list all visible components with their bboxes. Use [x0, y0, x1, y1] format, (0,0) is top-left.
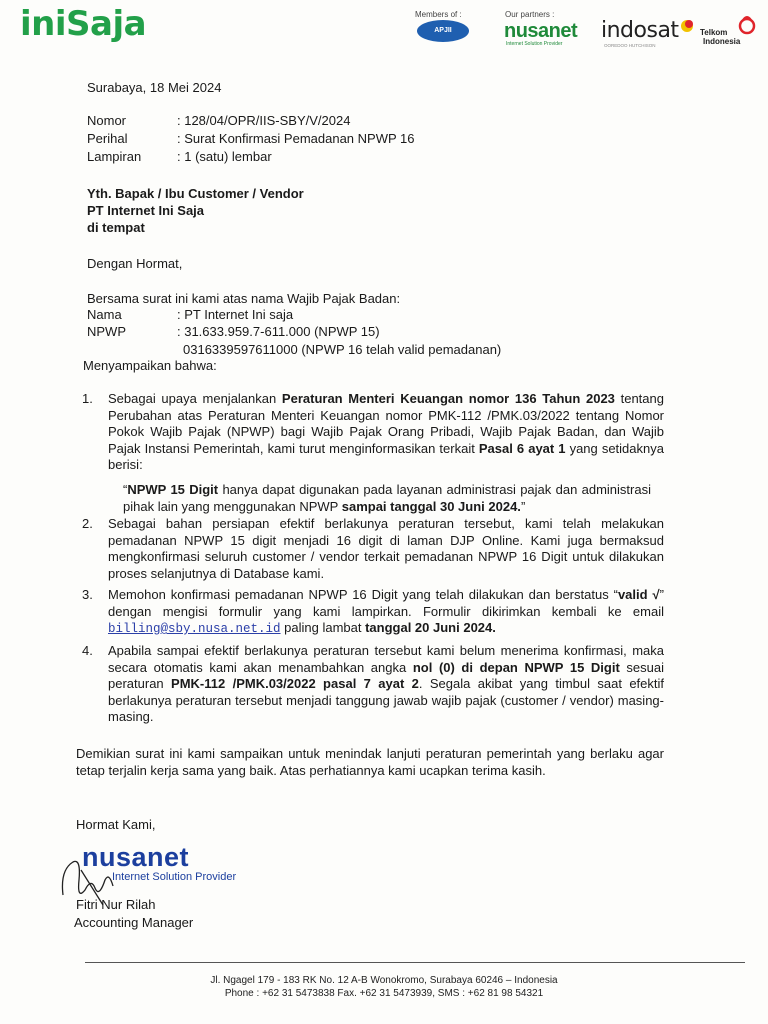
signer-name: Fitri Nur Rilah [76, 897, 156, 912]
footer-phones: Phone : +62 31 5473838 Fax. +62 31 5473939, SMS : +62 81 98 54321 [224, 988, 544, 999]
item-number: 4. [82, 643, 93, 658]
meta-row-lampiran [87, 149, 272, 164]
letter-date: Surabaya, 18 Mei 2024 [87, 80, 222, 95]
meta-row-perihal [87, 131, 415, 146]
meta-value: : 1 (satu) lembar [177, 149, 272, 164]
closing-paragraph: Demikian surat ini kami sampaikan untuk menindak lanjuti peraturan pemerintah yang berlaku agar tetap terjalin kerja sama yang baik. Atas perhatiannya kami ucapkan terima kasih. [76, 746, 664, 778]
item-4-paragraph: Apabila sampai efektif berlakunya peraturan tersebut kami belum menerima konfirmasi, maka secara otomatis kami akan menambahkan angka nol (0) di depan NPWP 15 Digit sesuai peraturan PMK-112 /PMK.03/2022 pasal 7 ayat 2. Segala akibat yang timbul saat efektif berlakunya peraturan tersebut menjadi tanggung jawab wajib pajak (customer / vendor) masing-masing. [108, 643, 665, 724]
indosat-logo: indosat [601, 18, 679, 43]
convey-text: Menyampaikan bahwa: [83, 358, 217, 373]
nusanet-logo: nusanet [504, 20, 578, 42]
meta-row-nomor [87, 113, 350, 128]
item-number: 3. [82, 587, 93, 602]
item-1-paragraph: Sebagai upaya menjalankan Peraturan Menteri Keuangan nomor 136 Tahun 2023 tentang Perubahan atas Peraturan Menteri Keuangan nomor PMK-112 /PMK.03/2022 tentang Nomor Pokok Wajib Pajak (NPWP) bagi Wajib Pajak Orang Pribadi, Wajib Pajak Badan, dan Wajib Pajak Instansi Pemerintah, kami turut menginformasikan terkait Pasal 6 ayat 1 yang setidaknya berisi: [108, 391, 664, 472]
item-2-paragraph: Sebagai bahan persiapan efektif berlakunya peraturan tersebut, kami telah melakukan pemadanan NPWP 15 digit menjadi 16 digit di laman DJP Online. Kami juga bermaksud mengkonfirmasi seluruh customer / vendor terkait pemadanan NPWP 16 Digit untuk dilakukan proses selanjutnya di Database kami. [108, 516, 664, 581]
indosat-flame-icon [678, 18, 696, 32]
meta-label: Perihal [87, 131, 128, 146]
intro-text: Bersama surat ini kami atas nama Wajib Pajak Badan: [87, 291, 401, 306]
npwp-row [87, 324, 380, 339]
apjii-logo: APJII [417, 20, 469, 42]
nama-label: Nama [87, 307, 122, 322]
nama-row [87, 307, 293, 322]
meta-value: : Surat Konfirmasi Pemadanan NPWP 16 [177, 131, 415, 146]
greeting: Dengan Hormat, [87, 256, 183, 271]
npwp-value-16: 0316339597611000 (NPWP 16 telah valid pemadanan) [183, 342, 502, 357]
npwp-value: : 31.633.959.7-611.000 (NPWP 15) [177, 324, 380, 339]
indosat-logo-sub: OOREDOO HUTCHISON [604, 43, 656, 48]
nusanet-logo-sub: Internet Solution Provider [506, 41, 563, 47]
footer-divider [85, 962, 745, 963]
recipient-line: Yth. Bapak / Ibu Customer / Vendor [87, 186, 304, 201]
item-number: 1. [82, 391, 93, 406]
recipient-line: PT Internet Ini Saja [87, 203, 205, 218]
telkom-logo-text: Telkom Indonesia [700, 28, 741, 46]
footer-address: Jl. Ngagel 179 - 183 RK No. 12 A-B Wonokromo, Surabaya 60246 – Indonesia [210, 975, 558, 986]
nama-value: : PT Internet Ini saja [177, 307, 294, 322]
item-1-quote: “NPWP 15 Digit hanya dapat digunakan pada layanan administrasi pajak dan administrasi pihak lain yang menggunakan NPWP sampai tanggal 30 Juni 2024.” [123, 482, 651, 514]
meta-label: Nomor [87, 113, 127, 128]
billing-email-link[interactable]: billing@sby.nusa.net.id [108, 622, 281, 636]
nusanet-stamp-sub: Internet Solution Provider [112, 871, 237, 883]
npwp-label: NPWP [87, 324, 126, 339]
signer-title: Accounting Manager [74, 915, 194, 930]
inisaja-logo: iniSaja [20, 4, 147, 44]
members-label: Members of : [415, 10, 462, 19]
item-3-paragraph: Memohon konfirmasi pemadanan NPWP 16 Digit yang telah dilakukan dan berstatus “valid √” dengan mengisi formulir yang kami lampirkan. Formulir dikirimkan kembali ke email billing@sby.nusa.net.id paling lambat tanggal 20 Juni 2024. [108, 587, 664, 636]
item-number: 2. [82, 516, 93, 531]
meta-value: : 128/04/OPR/IIS-SBY/V/2024 [177, 113, 351, 128]
recipient-line: di tempat [87, 220, 145, 235]
meta-label: Lampiran [87, 149, 142, 164]
partners-label: Our partners : [505, 10, 555, 19]
regards: Hormat Kami, [76, 817, 156, 832]
nusanet-stamp: nusanet [82, 842, 190, 872]
